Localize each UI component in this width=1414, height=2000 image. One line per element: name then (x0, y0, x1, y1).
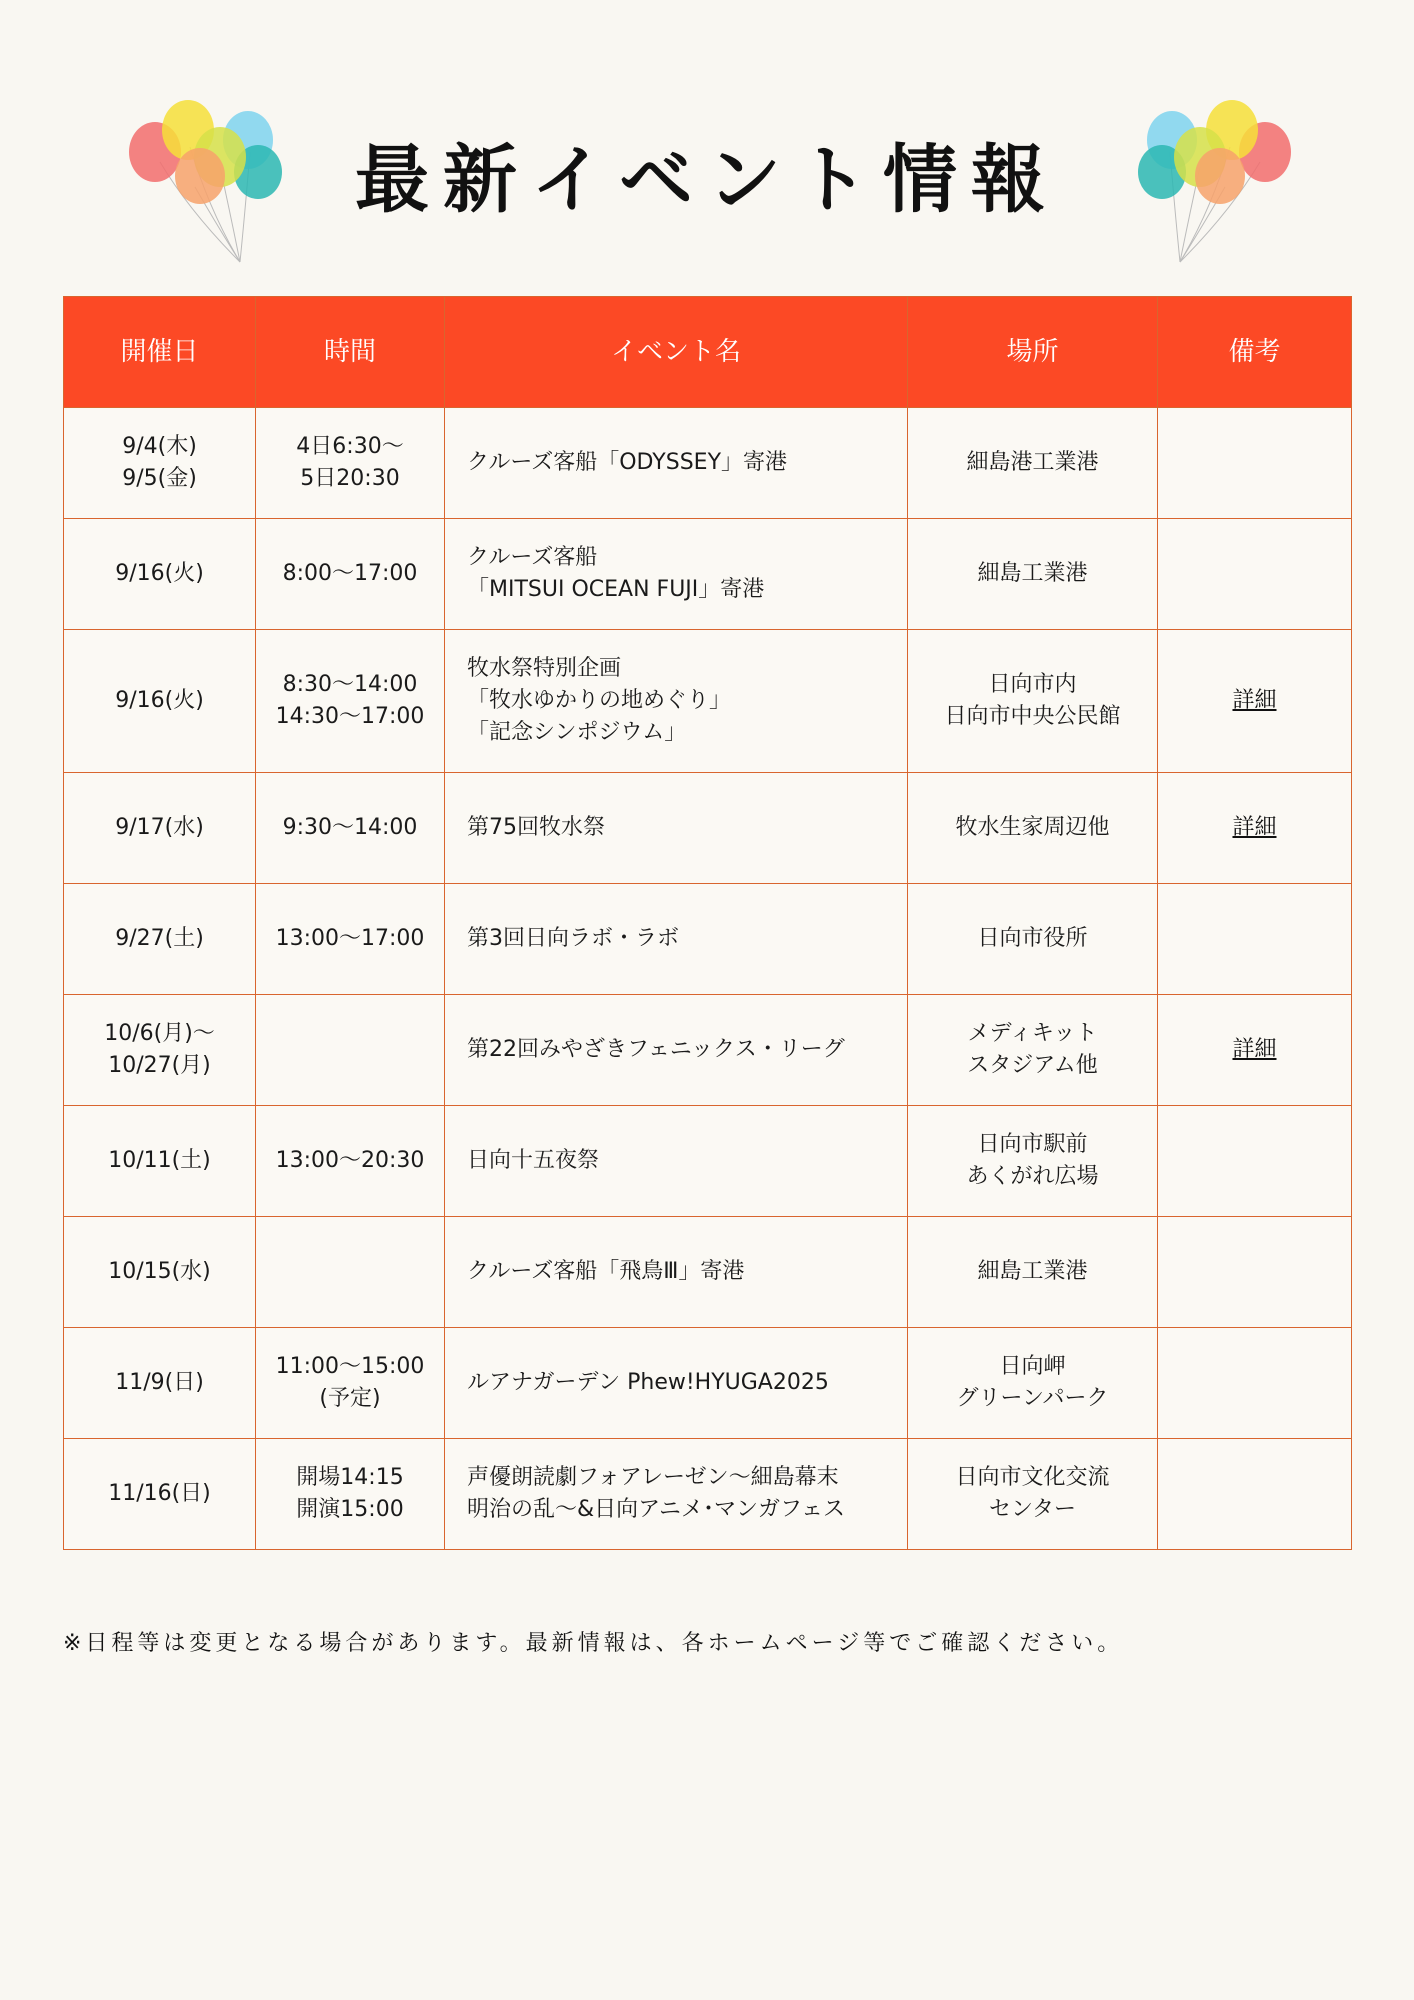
note-cell (1158, 773, 1352, 884)
date-cell-line: 9/16(火) (115, 561, 204, 586)
place-cell-line: スタジアム他 (967, 1053, 1098, 1078)
date-cell-line: 9/5(金) (122, 466, 197, 491)
time-cell-line: 5日20:30 (300, 466, 400, 491)
date-cell-line: 9/17(水) (115, 815, 204, 840)
place-cell-line: メディキット (967, 1021, 1098, 1046)
time-cell-line: 13:00～20:30 (275, 1148, 425, 1173)
time-cell (256, 630, 445, 773)
event-name-cell-line: 第3回日向ラボ・ラボ (467, 926, 679, 951)
header-note: 備考 (1158, 297, 1352, 408)
place-cell-line: 牧水生家周辺他 (955, 815, 1110, 840)
date-cell-line: 10/11(土) (108, 1148, 211, 1173)
date-cell (64, 884, 256, 995)
table-row (64, 773, 1352, 884)
place-cell (908, 630, 1158, 773)
detail-link[interactable]: 詳細 (1232, 688, 1277, 713)
note-cell (1158, 630, 1352, 773)
event-name-cell (445, 1439, 908, 1550)
time-cell-line: 開場14:15 (296, 1465, 404, 1490)
event-name-cell-line: 「記念シンポジウム」 (467, 720, 687, 745)
time-cell (256, 1328, 445, 1439)
table-body (64, 408, 1352, 1550)
event-name-cell-line: 牧水祭特別企画 (467, 656, 622, 681)
table-row (64, 884, 1352, 995)
event-name-cell (445, 1217, 908, 1328)
place-cell (908, 1217, 1158, 1328)
date-cell (64, 519, 256, 630)
date-cell-line: 9/4(木) (122, 434, 197, 459)
date-cell (64, 408, 256, 519)
time-cell-line: 11:00～15:00 (275, 1354, 425, 1379)
date-cell (64, 773, 256, 884)
place-cell (908, 408, 1158, 519)
event-name-cell (445, 1106, 908, 1217)
note-cell (1158, 884, 1352, 995)
note-cell (1158, 1328, 1352, 1439)
event-name-cell-line: クルーズ客船 (467, 545, 598, 570)
place-cell-line: 細島工業港 (977, 561, 1088, 586)
detail-link[interactable]: 詳細 (1232, 1037, 1277, 1062)
event-name-cell (445, 995, 908, 1106)
date-cell (64, 1217, 256, 1328)
time-cell (256, 519, 445, 630)
place-cell-line: あくがれ広場 (966, 1164, 1099, 1189)
time-cell-line: 14:30～17:00 (275, 704, 425, 729)
place-cell (908, 773, 1158, 884)
note-cell (1158, 1439, 1352, 1550)
event-name-cell (445, 1328, 908, 1439)
event-name-cell-line: 「MITSUI OCEAN FUJI」寄港 (467, 577, 765, 602)
event-name-cell-line: 第75回牧水祭 (467, 815, 605, 840)
date-cell-line: 11/16(日) (108, 1481, 211, 1506)
place-cell (908, 1439, 1158, 1550)
header-place: 場所 (908, 297, 1158, 408)
place-cell-line: グリーンパーク (956, 1386, 1109, 1411)
event-name-cell-line: 声優朗読劇フォアレーゼン～細島幕末 (467, 1465, 839, 1490)
header-date: 開催日 (64, 297, 256, 408)
date-cell (64, 1439, 256, 1550)
table-row (64, 408, 1352, 519)
place-cell-line: 日向岬 (999, 1354, 1066, 1379)
time-cell (256, 1439, 445, 1550)
table-row (64, 630, 1352, 773)
place-cell (908, 884, 1158, 995)
time-cell (256, 1217, 445, 1328)
table-row (64, 519, 1352, 630)
events-table (63, 296, 1352, 1550)
date-cell-line: 9/27(土) (115, 926, 204, 951)
event-name-cell-line: 「牧水ゆかりの地めぐり」 (467, 688, 732, 713)
event-name-cell-line: 第22回みやざきフェニックス・リーグ (467, 1037, 845, 1062)
event-name-cell-line: 日向十五夜祭 (467, 1148, 600, 1173)
place-cell-line: 日向市文化交流 (955, 1465, 1110, 1490)
page-title: 最新イベント情報 (355, 137, 1059, 223)
date-cell-line: 11/9(日) (115, 1370, 204, 1395)
event-name-cell-line: クルーズ客船「ODYSSEY」寄港 (467, 450, 788, 475)
time-cell (256, 995, 445, 1106)
time-cell-line: 8:00～17:00 (282, 561, 418, 586)
header-event: イベント名 (445, 297, 908, 408)
time-cell-line: 4日6:30～ (296, 434, 404, 459)
date-cell (64, 995, 256, 1106)
place-cell-line: 日向市駅前 (977, 1132, 1088, 1157)
event-name-cell (445, 408, 908, 519)
note-cell (1158, 408, 1352, 519)
note-cell (1158, 1217, 1352, 1328)
place-cell (908, 995, 1158, 1106)
table-header-row (64, 297, 1352, 408)
place-cell-line: 日向市役所 (977, 926, 1088, 951)
place-cell-line: 細島港工業港 (966, 450, 1099, 475)
table-row (64, 995, 1352, 1106)
place-cell (908, 1106, 1158, 1217)
place-cell-line: 日向市内 (988, 672, 1077, 697)
event-name-cell (445, 630, 908, 773)
place-cell-line: センター (988, 1497, 1077, 1522)
place-cell (908, 519, 1158, 630)
header-time: 時間 (256, 297, 445, 408)
date-cell (64, 1106, 256, 1217)
detail-link[interactable]: 詳細 (1232, 815, 1277, 840)
note-cell (1158, 995, 1352, 1106)
event-name-cell-line: 明治の乱～&日向アニメ･マンガフェス (467, 1497, 845, 1522)
time-cell (256, 773, 445, 884)
date-cell-line: 9/16(火) (115, 688, 204, 713)
event-name-cell (445, 519, 908, 630)
note-cell (1158, 1106, 1352, 1217)
date-cell (64, 1328, 256, 1439)
place-cell (908, 1328, 1158, 1439)
date-cell-line: 10/15(水) (108, 1259, 211, 1284)
date-cell-line: 10/6(月)～ (104, 1021, 215, 1046)
table-row (64, 1439, 1352, 1550)
time-cell (256, 408, 445, 519)
table-row (64, 1217, 1352, 1328)
time-cell-line: 13:00～17:00 (275, 926, 425, 951)
event-name-cell (445, 884, 908, 995)
note-cell (1158, 519, 1352, 630)
place-cell-line: 細島工業港 (977, 1259, 1088, 1284)
event-name-cell-line: クルーズ客船「飛鳥Ⅲ」寄港 (467, 1259, 745, 1284)
time-cell (256, 884, 445, 995)
event-name-cell-line: ルアナガーデン Phew!HYUGA2025 (467, 1370, 829, 1395)
table-row (64, 1106, 1352, 1217)
time-cell-line: 9:30～14:00 (282, 815, 418, 840)
date-cell-line: 10/27(月) (108, 1053, 211, 1078)
time-cell-line: 8:30～14:00 (282, 672, 418, 697)
time-cell-line: (予定) (319, 1386, 381, 1411)
date-cell (64, 630, 256, 773)
footnote: ※日程等は変更となる場合があります。最新情報は、各ホームページ等でご確認ください。 (63, 1631, 1124, 1656)
time-cell-line: 開演15:00 (296, 1497, 404, 1522)
time-cell (256, 1106, 445, 1217)
table-row (64, 1328, 1352, 1439)
place-cell-line: 日向市中央公民館 (944, 704, 1121, 729)
event-name-cell (445, 773, 908, 884)
